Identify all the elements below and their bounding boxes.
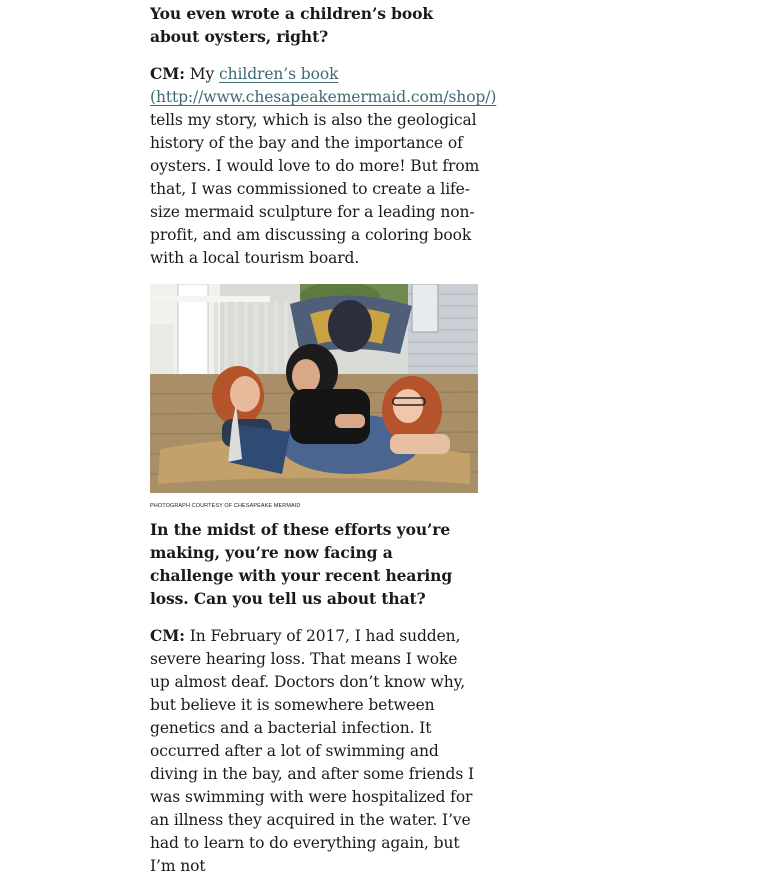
childrens-book-link[interactable]: children’s book (http://www.chesapeakemermaid.com/shop/) <box>150 65 497 106</box>
answer-text: tells my story, which is also the geological history of the bay and the importance of oysters. I would love to do more! But from that, I was commissioned to create a life-size mermaid sculpture for a leading non-profit, and am discussing a coloring book with a local tourism board. <box>150 111 480 267</box>
answer-text: My <box>189 65 215 83</box>
speaker-label: CM: <box>150 626 185 645</box>
article-photo <box>150 284 478 493</box>
photo-caption: PHOTOGRAPH COURTESY OF CHESAPEAKE MERMAID <box>150 503 301 509</box>
interview-answer <box>150 624 480 878</box>
porch-reading-photo <box>150 284 478 493</box>
article-column <box>150 0 497 878</box>
speaker-label: CM: <box>150 64 185 83</box>
interview-question: You even wrote a children’s book about oysters, right? <box>150 4 434 46</box>
interview-answer <box>150 62 497 270</box>
answer-text: In February of 2017, I had sudden, severe hearing loss. That means I woke up almost deaf. Doctors don’t know why, but believe it is somewhere between genetics and a bacterial infection. It occurred after a lot of swimming and diving in the bay, and after some friends I was swimming with were hospitalized for an illness they acquired in the water. I’ve had to learn to do everything again, but I’m not <box>150 627 475 875</box>
interview-question: In the midst of these efforts you’re making, you’re now facing a challenge with your recent hearing loss. Can you tell us about that? <box>150 520 453 608</box>
